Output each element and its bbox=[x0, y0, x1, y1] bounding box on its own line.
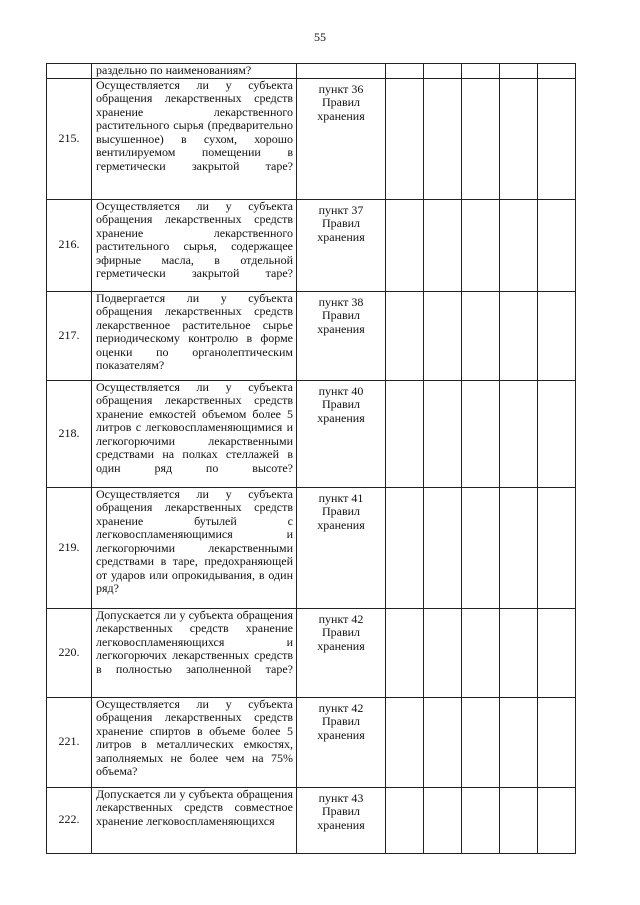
table-row bbox=[47, 697, 576, 787]
legal-reference bbox=[297, 380, 386, 487]
page-number: 55 bbox=[314, 30, 326, 44]
answer-cell bbox=[424, 291, 462, 380]
answer-cell bbox=[538, 291, 576, 380]
table-row bbox=[47, 64, 576, 79]
legal-reference-line: пункт 42 bbox=[318, 611, 364, 626]
answer-cell bbox=[462, 78, 500, 199]
answer-cell bbox=[424, 64, 462, 79]
legal-reference-line: Правил bbox=[321, 397, 361, 411]
answer-cell bbox=[386, 380, 424, 487]
question-text: Осуществляется ли у субъекта обращения лекарственных средств хранение лекарственного растительного сырья (предварительно высушенное) в сухом, хорошо вентилируемом помещении в герметически закрытой таре? bbox=[92, 78, 297, 199]
question-text: Допускается ли у субъекта обращения лекарственных средств хранение легковоспламеняющихся и легкогорючих лекарственных средств в полностью заполненной таре? bbox=[92, 608, 297, 697]
answer-cell bbox=[386, 608, 424, 697]
answer-cell bbox=[462, 787, 500, 853]
question-text: Осуществляется ли у субъекта обращения лекарственных средств хранение бутылей с легковоспламеняющимися и легкогорючими лекарственными средствами в таре, предохраняющей от ударов или опрокидывания, в один ряд? bbox=[92, 487, 297, 608]
answer-cell bbox=[500, 787, 538, 853]
answer-cell bbox=[500, 78, 538, 199]
legal-reference bbox=[297, 199, 386, 291]
answer-cell bbox=[424, 697, 462, 787]
question-text: Допускается ли у субъекта обращения лекарственных средств совместное хранение легковоспламеняющихся bbox=[92, 787, 297, 853]
table-row bbox=[47, 787, 576, 853]
legal-reference-line: пункт 42 bbox=[318, 700, 364, 715]
answer-cell bbox=[462, 291, 500, 380]
table-row bbox=[47, 291, 576, 380]
answer-cell bbox=[538, 787, 576, 853]
answer-cell bbox=[386, 78, 424, 199]
legal-reference-line: пункт 36 bbox=[318, 81, 364, 96]
answer-cell bbox=[538, 199, 576, 291]
legal-reference bbox=[297, 608, 386, 697]
answer-cell bbox=[386, 487, 424, 608]
legal-reference bbox=[297, 787, 386, 853]
answer-cell bbox=[538, 64, 576, 79]
table-row bbox=[47, 608, 576, 697]
legal-reference-line: Правил bbox=[321, 804, 361, 818]
legal-reference-line: Правил bbox=[321, 308, 361, 322]
legal-reference bbox=[297, 64, 386, 79]
answer-cell bbox=[424, 199, 462, 291]
row-number: 222. bbox=[47, 787, 92, 853]
answer-cell bbox=[386, 787, 424, 853]
answer-cell bbox=[538, 608, 576, 697]
table-row bbox=[47, 78, 576, 199]
legal-reference-line: Правил bbox=[321, 504, 361, 518]
answer-cell bbox=[500, 64, 538, 79]
answer-cell bbox=[538, 380, 576, 487]
legal-reference-line: хранения bbox=[317, 817, 365, 832]
answer-cell bbox=[424, 787, 462, 853]
legal-reference-line: хранения bbox=[317, 727, 365, 742]
answer-cell bbox=[462, 64, 500, 79]
answer-cell bbox=[500, 697, 538, 787]
answer-cell bbox=[462, 380, 500, 487]
checklist-table bbox=[46, 63, 576, 854]
legal-reference-line: Правил bbox=[321, 95, 361, 109]
row-number bbox=[47, 64, 92, 79]
legal-reference-line: хранения bbox=[317, 517, 365, 532]
row-number: 219. bbox=[47, 487, 92, 608]
legal-reference-line: пункт 43 bbox=[318, 790, 364, 805]
answer-cell bbox=[386, 64, 424, 79]
legal-reference-line: пункт 37 bbox=[318, 202, 364, 217]
answer-cell bbox=[538, 487, 576, 608]
row-number: 215. bbox=[47, 78, 92, 199]
answer-cell bbox=[462, 199, 500, 291]
answer-cell bbox=[386, 291, 424, 380]
question-text: раздельно по наименованиям? bbox=[92, 64, 297, 79]
legal-reference-line: хранения bbox=[317, 410, 365, 425]
legal-reference bbox=[297, 78, 386, 199]
answer-cell bbox=[538, 78, 576, 199]
answer-cell bbox=[424, 78, 462, 199]
legal-reference bbox=[297, 697, 386, 787]
answer-cell bbox=[500, 291, 538, 380]
legal-reference-line: хранения bbox=[317, 638, 365, 653]
answer-cell bbox=[538, 697, 576, 787]
legal-reference-line: пункт 40 bbox=[318, 383, 364, 398]
legal-reference-line: пункт 41 bbox=[318, 490, 364, 505]
row-number: 216. bbox=[47, 199, 92, 291]
answer-cell bbox=[424, 380, 462, 487]
answer-cell bbox=[386, 199, 424, 291]
table-row bbox=[47, 380, 576, 487]
question-text: Осуществляется ли у субъекта обращения лекарственных средств хранение лекарственного растительного сырья, содержащее эфирные масла, в отдельной герметически закрытой таре? bbox=[92, 199, 297, 291]
row-number: 218. bbox=[47, 380, 92, 487]
table-row bbox=[47, 487, 576, 608]
row-number: 221. bbox=[47, 697, 92, 787]
answer-cell bbox=[424, 487, 462, 608]
answer-cell bbox=[462, 608, 500, 697]
legal-reference bbox=[297, 291, 386, 380]
legal-reference-line: Правил bbox=[321, 216, 361, 230]
row-number: 220. bbox=[47, 608, 92, 697]
question-text: Осуществляется ли у субъекта обращения лекарственных средств хранение спиртов в объеме более 5 литров в металлических емкостях, заполняемых не более чем на 75% объема? bbox=[92, 697, 297, 787]
legal-reference-line: Правил bbox=[321, 714, 361, 728]
question-text: Осуществляется ли у субъекта обращения лекарственных средств хранение емкостей объемом более 5 литров с легковоспламеняющимися и легкогорючими лекарственными средствами на полках стеллажей в один ряд по высоте? bbox=[92, 380, 297, 487]
answer-cell bbox=[462, 697, 500, 787]
answer-cell bbox=[500, 608, 538, 697]
legal-reference-line: хранения bbox=[317, 108, 365, 123]
table-row bbox=[47, 199, 576, 291]
answer-cell bbox=[462, 487, 500, 608]
legal-reference-line: хранения bbox=[317, 321, 365, 336]
answer-cell bbox=[500, 487, 538, 608]
legal-reference bbox=[297, 487, 386, 608]
legal-reference-line: хранения bbox=[317, 229, 365, 244]
legal-reference-line: Правил bbox=[321, 625, 361, 639]
row-number: 217. bbox=[47, 291, 92, 380]
legal-reference-line: пункт 38 bbox=[318, 294, 364, 309]
answer-cell bbox=[500, 199, 538, 291]
answer-cell bbox=[500, 380, 538, 487]
question-text: Подвергается ли у субъекта обращения лекарственных средств лекарственное растительное сырье периодическому контролю в форме оценки по органолептическим показателям? bbox=[92, 291, 297, 380]
answer-cell bbox=[424, 608, 462, 697]
answer-cell bbox=[386, 697, 424, 787]
